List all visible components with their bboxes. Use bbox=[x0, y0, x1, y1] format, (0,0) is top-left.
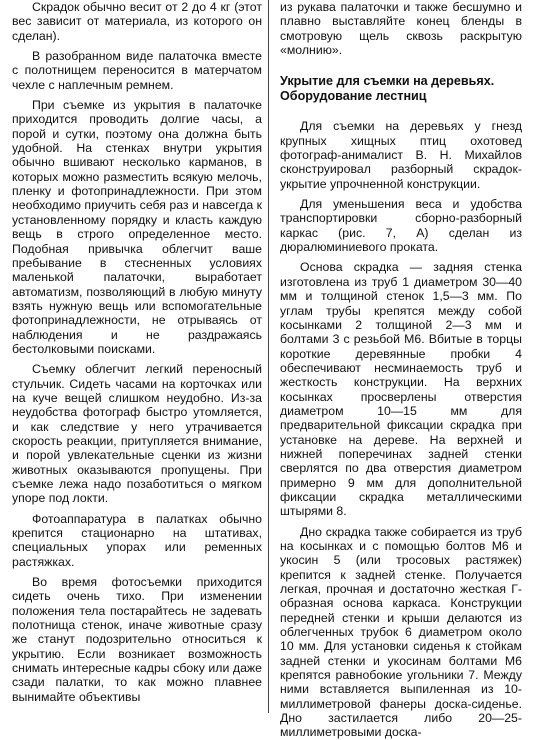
paragraph: При съемке из укрытия в палаточке приходится проводить долгие часы, а порой и сутки, поэтому она должна быть удобной. На стенках внутри укрытия обычно вшивают несколько карманов, в которых можно разместить всякую мелочь, пленку и фотопринадлежности. При этом необходимо приучить себя раз и навсегда к установленному порядку и класть каждую вещь в строго определенное место. Подобная привычка облегчит ваше пребывание в стесненных условиях маленькой палаточки, выработает автоматизм, позволяющий в любую минуту взять нужную вещь или вспомогательные фотопринадлежности, не отрываясь от наблюдения и не раздражаясь бестолковыми поисками. bbox=[12, 98, 263, 356]
right-column bbox=[266, 0, 528, 740]
paragraph: В разобранном виде палаточка вместе с полотнищем переносится в матерчатом чехле с наплечным ремнем. bbox=[12, 49, 262, 92]
paragraph: Фотоаппаратура в палатках обычно крепится стационарно на штативах, специальных упорах или ременных растяжках. bbox=[12, 511, 262, 569]
paragraph: Во время фотосъемки приходится сидеть очень тихо. При изменении положения тела постарайтесь не задевать полотнища стенок, иначе животные сразу же станут подозрительно относиться к укрытию. Если возникает возможность снимать интересные кадры сбоку или даже сзади палатки, то как можно плавнее вынимайте объективы bbox=[12, 575, 262, 704]
paragraph: Скрадок обычно весит от 2 до 4 кг (этот вес зависит от материала, из которого он сделан). bbox=[12, 0, 262, 43]
paragraph: Основа скрадка — задняя стенка изготовлена из труб 1 диаметром 30—40 мм и толщиной стенок 1,5—3 мм. По углам трубы крепятся между собой косынками 2 толщиной 2—3 мм и болтами 3 с резьбой М6. Вбитые в торцы короткие деревянные пробки 4 обеспечивают несминаемость труб и жесткость конструкции. На верхних косынках просверлены отверстия диаметром 10—15 мм для предварительной фиксации скрадка при установке на дереве. На верхней и нижней поперечинах задней стенки сверлятся по два отверстия диаметром примерно 9 мм для дополнительной фиксации скрадка металлическими штырями 8. bbox=[280, 260, 522, 519]
paragraph: Съемку облегчит легкий переносный стульчик. Сидеть часами на корточках или на куче вещей слишком неудобно. Из-за неудобства фотограф быстро утомляется, и как следствие у него утрачивается скорость реакции, притупляется внимание, и порой увлекательные сценки из жизни животных оказываются пропущены. При съемке лежа надо позаботиться о мягком упоре под локти. bbox=[12, 362, 262, 506]
column-divider bbox=[268, 0, 269, 713]
paragraph: Для уменьшения веса и удобства транспортировки сборно-разборный каркас (рис. 7, А) сделан из дюралюминиевого проката. bbox=[280, 197, 522, 255]
left-column bbox=[0, 0, 262, 713]
section-heading: Укрытие для съемки на деревьях. Оборудование лестниц bbox=[280, 74, 495, 103]
paragraph: Дно скрадка также собирается из труб на косынках и с помощью болтов М6 и укосин 5 (или тросовых растяжек) крепится к задней стенке. Получается легкая, прочная и достаточно жесткая Г-образная основа каркаса. Конструкции передней стенки и крыши делаются из облегченных трубок 6 диаметром около 10 мм. Для установки сиденья к стойкам задней стенки и укосинам болтами М6 крепятся равнобокие угольники 7. Между ними вставляется выпиленная из 10-миллиметровой фанеры доска-сиденье. Дно застилается либо 20—25-миллиметровыми доска- bbox=[280, 524, 522, 740]
paragraph: Для съемки на деревьях у гнезд крупных хищных птиц охотовед фотограф-анималист В. Н. Михайлов сконструировал разборный скрадок-укрытие упрочненной конструкции. bbox=[280, 119, 522, 191]
continued-paragraph: из рукава палаточки и также бесшумно и плавно выставляйте конец бленды в смотровую щель сквозь раскрытую «молнию». bbox=[280, 0, 522, 58]
